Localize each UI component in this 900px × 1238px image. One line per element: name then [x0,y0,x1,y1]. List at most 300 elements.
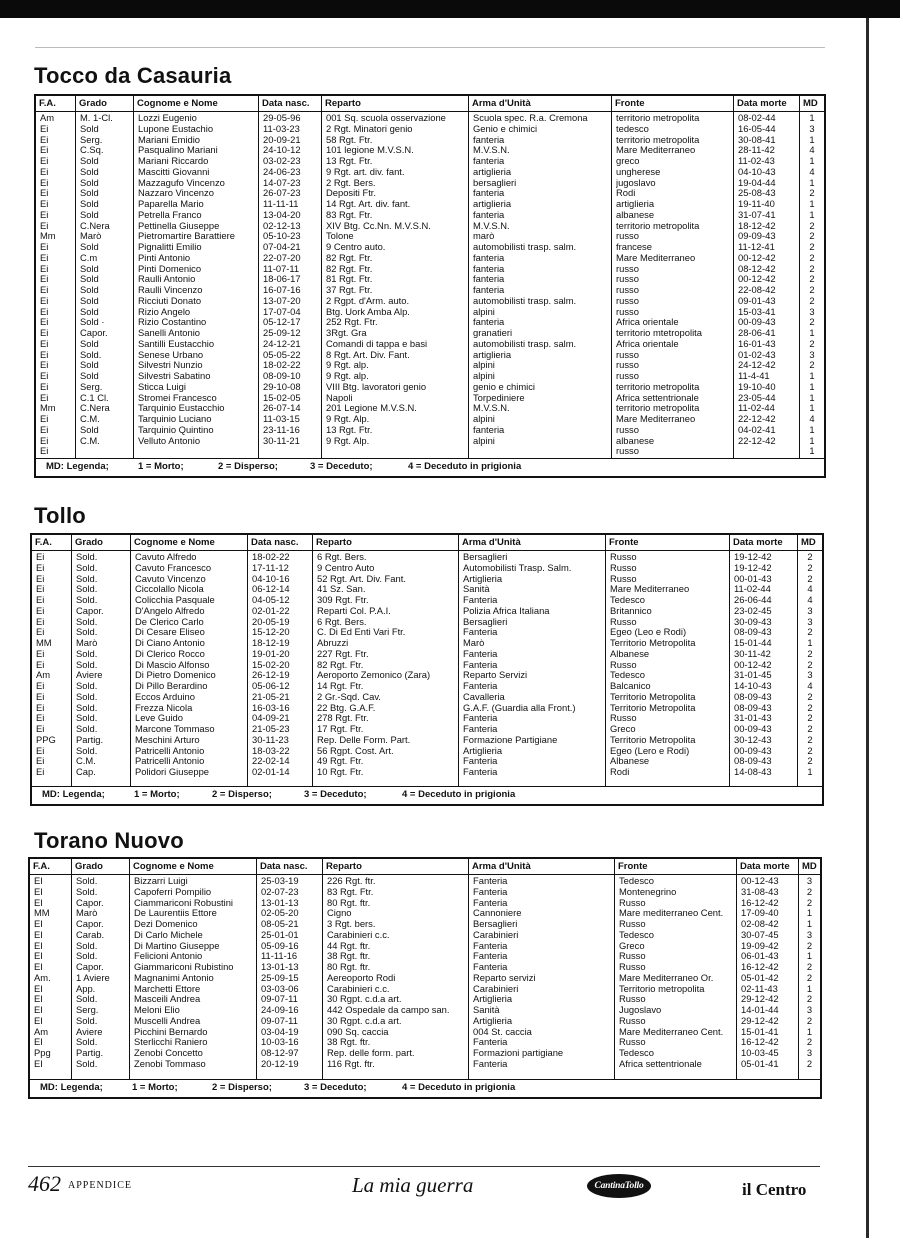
table-cell: Britannico [610,605,652,616]
column-fa [36,112,76,458]
table-cell: Serg. [76,1005,99,1015]
table-cell: Cannoniere [473,908,522,919]
table-cell: Russo [619,994,646,1005]
table-cell: Serg. [80,381,103,392]
table-cell: Sold [80,123,99,134]
table-cell: Ciccolallo Nicola [135,584,204,595]
table-cell: Ei [40,446,49,457]
legend [30,1079,820,1095]
column-reparto [313,551,459,786]
table-cell: 17-07-04 [263,306,301,317]
table-cell: Colicchia Pasquale [135,595,215,605]
table-cell: 2 [809,360,815,371]
table-cell: Russo [610,562,637,573]
table-cell: 31-01-43 [734,713,772,724]
table-cell: Carab. [76,929,105,940]
column-fronte [612,112,734,458]
table-cell: MM [36,638,52,648]
table-cell: 09-09-43 [738,231,776,242]
table-cell: Polizia Africa Italiana [463,605,550,616]
table-cell: Ei [40,156,49,166]
table-cell: 05-05-22 [263,349,301,360]
table-cell: 2 [807,648,813,659]
table-cell: Cigno [327,908,352,919]
table-cell: 08-09-43 [734,691,772,702]
table-cell: 52 Rgt. Art. Div. Fant. [317,573,406,584]
table-cell: 4 [807,595,813,605]
table-cell: fanteria [473,209,505,220]
table-cell: 16-12-42 [741,1037,779,1048]
table-cell: 02-11-43 [741,983,778,994]
table-cell: Ei [40,424,49,435]
table-cell: Genio e chimici [473,123,538,134]
table-cell: Pasqualino Mariani [138,145,218,156]
table-cell: Rizio Costantino [138,317,207,328]
table-cell: 08-09-43 [734,756,772,767]
table-cell: 00-01-43 [734,573,772,584]
table-cell: Aviere [76,670,103,681]
column-reparto [322,112,469,458]
table-cell: 22-08-42 [738,285,776,295]
table-cell: 201 Legione M.V.S.N. [326,403,417,414]
table-cell: 04-02-41 [738,424,776,435]
table-cell: Russo [619,919,646,929]
table-cell: russo [616,349,639,360]
table-cell: Marò [80,231,102,242]
table-cell: Di Clerico Rocco [135,648,205,659]
table-cell: Senese Urbano [138,349,204,360]
table-cell: Ei [36,552,45,562]
table-cell: 31-07-41 [738,209,776,220]
table-cell: fanteria [473,263,505,274]
table-cell: territorio mtetropolita [616,328,702,338]
table-cell: 15-02-20 [252,659,290,670]
table-cell: 22-07-20 [263,252,301,263]
table-cell: Ei [40,199,49,209]
table-cell: Ei [36,605,45,616]
table-cell: 38 Rgt. ftr. [327,1037,371,1048]
table-cell: Ei [36,616,45,627]
table-cell: 05-06-12 [252,681,290,691]
table-cell: 25-09-12 [263,328,301,338]
table-cell: 2 [806,940,813,951]
table-cell: Serg. [80,134,103,145]
table-header [36,96,824,112]
table-cell: 2 [809,274,815,285]
table-cell: 3 [809,349,815,360]
table-cell: Tarquinio Luciano [138,414,212,424]
header-md: MD [803,98,818,109]
table-cell: 21-05-23 [252,724,290,734]
table-cell: Carabinieri c.c. [327,983,390,994]
table-cell: 18-12-42 [738,220,776,231]
table-cell: 11-12-41 [738,242,775,252]
table-cell: Sold. [76,745,98,756]
column-grado [72,551,131,786]
table-cell: Artiglieria [473,994,513,1005]
table-cell: 26-07-14 [263,403,301,414]
legend-item: 2 = Disperso; [212,789,272,800]
table-cell: G.A.F. (Guardia alla Front.) [463,702,576,713]
table-cell: Mare Mediterraneo [610,584,690,595]
table-cell: 2 [806,1058,813,1069]
table-cell: 1 [809,177,815,188]
table-cell: Capor. [76,962,104,972]
header-md: MD [801,537,816,548]
table-cell: alpini [473,360,495,371]
table-cell: Pietromartire Barattiere [138,231,235,242]
column-morte [737,875,799,1079]
table-cell: Marò [76,908,98,919]
column-nome [131,551,248,786]
table-cell: 2 [806,1015,813,1026]
table-cell: Sold [80,338,99,349]
table-cell: EI [34,940,43,951]
table-cell: Fanteria [463,713,498,724]
table-cell: Artiglieria [463,745,503,756]
table-cell: MM [34,908,50,919]
table-cell: russo [616,360,639,371]
table-cell: Artiglieria [463,573,503,584]
table-cell: russo [616,306,639,317]
table-cell: Sold [80,166,99,177]
table-cell: 6 Rgt. Bers. [317,616,367,627]
table-cell: Ei [36,691,45,702]
table-cell: 2 [809,188,815,199]
table-cell: Sterlicchi Raniero [134,1037,208,1048]
table-cell: 9 Rgt. alp. [326,371,369,381]
table-cell: 11-11-11 [263,199,299,209]
legend-item: 3 = Deceduto; [310,461,373,472]
table-cell: Fanteria [473,962,508,972]
table-cell: 28-06-41 [738,328,776,338]
table-cell: 13-04-20 [263,209,301,220]
header-nome: Cognome e Nome [131,535,248,550]
table-cell: fanteria [473,317,505,328]
top-rule [35,47,825,48]
table-cell: Sold. [76,659,98,670]
table-cell: Di Martino Giuseppe [134,940,220,951]
table-cell: 16-12-42 [741,897,779,908]
table-cell: 13-01-13 [261,962,299,972]
table-cell: 11-4-41 [738,371,770,381]
table-cell: Fanteria [473,940,508,951]
table-cell: 3Rgt. Gra [326,328,367,338]
table-cell: 4 [809,145,815,156]
table-cell: Bersaglieri [463,616,508,627]
table-cell: Sold. [76,994,98,1005]
table-cell: Sold. [76,584,98,595]
table-cell: 82 Rgt. Ftr. [317,659,364,670]
table-cell: 23-02-45 [734,605,772,616]
column-grado [76,112,134,458]
table-cell: Marò [463,638,485,648]
table-cell: 22 Btg. G.A.F. [317,702,376,713]
table-cell: albanese [616,209,655,220]
table-cell: Leve Guido [135,713,183,724]
table-cell: Ricciuti Donato [138,295,202,306]
table-cell: Mare Mediterraneo [616,252,696,263]
table-cell: Ei [36,681,45,691]
table-cell: fanteria [473,134,505,145]
table-cell: 23-11-16 [263,424,300,435]
table-cell: Albanese [610,648,650,659]
table-cell: Sanità [473,1005,500,1015]
header-fronte: Fronte [606,535,730,550]
table-cell: Patricelli Antonio [135,745,205,756]
table-cell: Sold. [76,1015,98,1026]
table-cell: Ei [40,371,49,381]
table-cell: Polidori Giuseppe [135,767,210,777]
table-cell: Fanteria [463,724,498,734]
newspaper-name: il Centro [742,1180,807,1199]
header-morte: Data morte [737,859,799,874]
table-cell: 3 [807,605,813,616]
table-cell: 6 Rgt. Bers. [317,552,367,562]
table-cell: 13-07-20 [263,295,301,306]
table-cell: 16-07-16 [263,285,301,295]
column-md [799,875,820,1079]
table-cell: jugoslavo [616,177,656,188]
table-cell: Meloni Elio [134,1005,180,1015]
table-cell: Di Cesare Eliseo [135,627,205,638]
table-cell: Muscelli Andrea [134,1015,201,1026]
table-cell: Cavalleria [463,691,505,702]
table-cell: Tarquinio Eustacchio [138,403,225,414]
table-cell: Ei [40,188,49,199]
table-cell: Pignalitti Emilio [138,242,202,252]
table-cell: Rodi [610,767,630,777]
table-cell: Partig. [76,734,104,745]
table-cell: 16-01-43 [738,338,776,349]
table-cell: 2 [809,252,815,263]
table-cell: Felicioni Antonio [134,951,203,962]
table-cell: Giammariconi Rubistino [134,962,234,972]
table-body [30,875,820,1079]
table-cell: Capoferri Pompilio [134,886,212,897]
table-cell: 02-07-23 [261,886,299,897]
table-cell: 1 [807,638,813,648]
table-cell: 08-09-43 [734,702,772,713]
table-cell: 07-04-21 [263,242,301,252]
table-cell: Ei [40,392,49,403]
table-cell: 1 [809,435,815,446]
table-cell: 02-01-14 [252,767,290,777]
table-cell: 19-01-20 [252,648,290,659]
table-cell: bersaglieri [473,177,517,188]
table-cell: Montenegrino [619,886,677,897]
table-cell: Ei [40,145,49,156]
table-cell: 11-02-44 [738,403,775,414]
table-cell: 2 [807,562,813,573]
table-cell: Carabinieri [473,983,519,994]
table-cell: Sold [80,274,99,285]
table-cell: 2 Gr.-Sqd. Cav. [317,691,381,702]
table-cell: 08-02-44 [738,113,776,123]
table-cell: Ei [40,166,49,177]
table-cell: 30-08-41 [738,134,776,145]
table-cell: ungherese [616,166,661,177]
table-cell: 2 [809,338,815,349]
table-cell: territorio metropolita [616,381,700,392]
table-cell: Russo [610,713,637,724]
table-cell: Ei [36,562,45,573]
table-cell: 30-11-21 [263,435,300,446]
table-cell: 30 Rgpt. c.d.a art. [327,1015,402,1026]
section-title: Torano Nuovo [34,828,184,853]
table-cell: Pinti Antonio [138,252,191,263]
table-cell: 25-01-01 [261,929,299,940]
table-cell: 05-01-41 [741,1058,779,1069]
table-cell: Bersaglieri [473,919,518,929]
table-cell: 05-09-16 [261,940,299,951]
table-cell: XIV Btg. Cc.Nn. M.V.S.N. [326,220,431,231]
table-cell: fanteria [473,285,505,295]
table-cell: Ei [36,713,45,724]
table-cell: greco [616,156,640,166]
table-cell: russo [616,231,639,242]
column-md [798,551,822,786]
table-cell: 2 [806,994,813,1005]
table-cell: Ei [40,263,49,274]
table-cell: 37 Rgt. Ftr. [326,285,373,295]
table-cell: Territorio Metropolita [610,734,696,745]
table-cell: 14 Rgt. Ftr. [317,681,364,691]
table-cell: Di Pietro Domenico [135,670,216,681]
table-cell: C.M. [76,756,96,767]
table-cell: Santilli Eustacchio [138,338,215,349]
table-cell: Sold. [76,876,98,886]
table-cell: Lozzi Eugenio [138,113,197,123]
table-cell: Partig. [76,1048,104,1058]
table-cell: Fanteria [473,1037,508,1048]
table-cell: 00-09-43 [734,745,772,756]
table-cell: Di Mascio Alfonso [135,659,210,670]
appendix-label: APPENDICE [68,1180,133,1191]
table-cell: 17 Rgt. Ftr. [317,724,364,734]
table-cell: territorio metropolita [616,134,700,145]
table-cell: Ei [40,295,49,306]
table-cell: Carabinieri c.c. [327,929,390,940]
table-cell: 11-02-44 [734,584,771,595]
table-cell: 02-12-13 [263,220,301,231]
table-cell: 08-09-43 [734,627,772,638]
table-cell: Sold [80,177,99,188]
table-cell: Stromei Francesco [138,392,217,403]
cantina-tollo-logo: CantinaTollo [587,1174,651,1198]
table-cell: M.V.S.N. [473,220,510,231]
table-cell: 19-04-44 [738,177,776,188]
legend-item: 4 = Deceduto in prigionia [408,461,522,472]
table-cell: EI [34,1015,43,1026]
table-cell: 14-01-44 [741,1005,779,1015]
table-cell: 278 Rgt. Ftr. [317,713,369,724]
table-cell: Rodi [616,188,636,199]
table-cell: Sold. [76,648,98,659]
table-cell: Ei [40,177,49,188]
table-cell: Aereoporto Rodi [327,972,396,983]
table-cell: 4 [807,584,813,595]
table-cell: 1 [809,134,815,145]
table-cell: Ei [36,745,45,756]
table-cell: Ei [40,349,49,360]
table-cell: 2 [807,713,813,724]
table-cell: 38 Rgt. ftr. [327,951,371,962]
table-cell: EI [34,1005,43,1015]
table-cell: 17-11-12 [252,562,289,573]
table-cell: 09-07-11 [261,1015,298,1026]
table-cell: 16-05-44 [738,123,776,134]
table-cell: 18-02-22 [252,552,290,562]
table-cell: automobilisti trasp. salm. [473,242,577,252]
table-cell: 03-03-06 [261,983,299,994]
header-fronte: Fronte [615,859,737,874]
table-cell: Btg. Uork Amba Alp. [326,306,410,317]
table-cell: 3 [807,670,813,681]
table-cell: Fanteria [463,767,498,777]
table-cell: Silvestri Nunzio [138,360,203,371]
table-cell: 31-01-45 [734,670,772,681]
table-cell: 15-01-44 [734,638,772,648]
table-cell: Scuola spec. R.a. Cremona [473,113,588,123]
table-cell: 19-11-40 [738,199,775,209]
table-cell: Rizio Angelo [138,306,191,317]
table-cell: Sold. [76,616,98,627]
table-cell: Formazione Partigiane [463,734,558,745]
table-cell: Africa orientale [616,317,679,328]
table-cell: 22-12-42 [738,414,776,424]
column-arma [469,112,612,458]
table-cell: russo [616,274,639,285]
casualty-table [30,533,824,806]
table-cell: Sticca Luigi [138,381,186,392]
column-fronte [606,551,730,786]
table-cell: Capor. [76,919,104,929]
table-cell: 14-07-23 [263,177,301,188]
table-cell: EI [34,1037,43,1048]
table-cell: Sold [80,263,99,274]
table-cell: Sold [80,242,99,252]
table-cell: 26-06-44 [734,595,772,605]
table-cell: Reparto Servizi [463,670,528,681]
table-cell: 2 [807,756,813,767]
table-cell: Aeroporto Zemonico (Zara) [317,670,431,681]
table-cell: alpini [473,435,495,446]
table-cell: 4 [809,166,815,177]
table-cell: C.Nera [80,403,110,414]
header-nome: Cognome e Nome [134,96,259,111]
table-cell: Territorio Metropolita [610,638,696,648]
table-cell: 1 [809,392,815,403]
table-cell: russo [616,371,639,381]
table-cell: 30-11-23 [252,734,289,745]
table-cell: Sold. [76,713,98,724]
table-cell: Jugoslavo [619,1005,662,1015]
table-cell: Ei [36,767,45,777]
table-cell: 03-04-19 [261,1026,299,1037]
table-cell: Tedesco [610,595,645,605]
table-cell: 2 [807,573,813,584]
table-cell: 2 [806,897,813,908]
table-cell: C.Sq. [80,145,104,156]
table-cell: Capor. [80,328,108,338]
table-cell: 83 Rgt. Ftr. [326,209,373,220]
table-cell: Fanteria [473,886,508,897]
column-nasc [248,551,313,786]
table-cell: 24-06-23 [263,166,301,177]
table-cell: Sold [80,306,99,317]
table-cell: Sold [80,360,99,371]
